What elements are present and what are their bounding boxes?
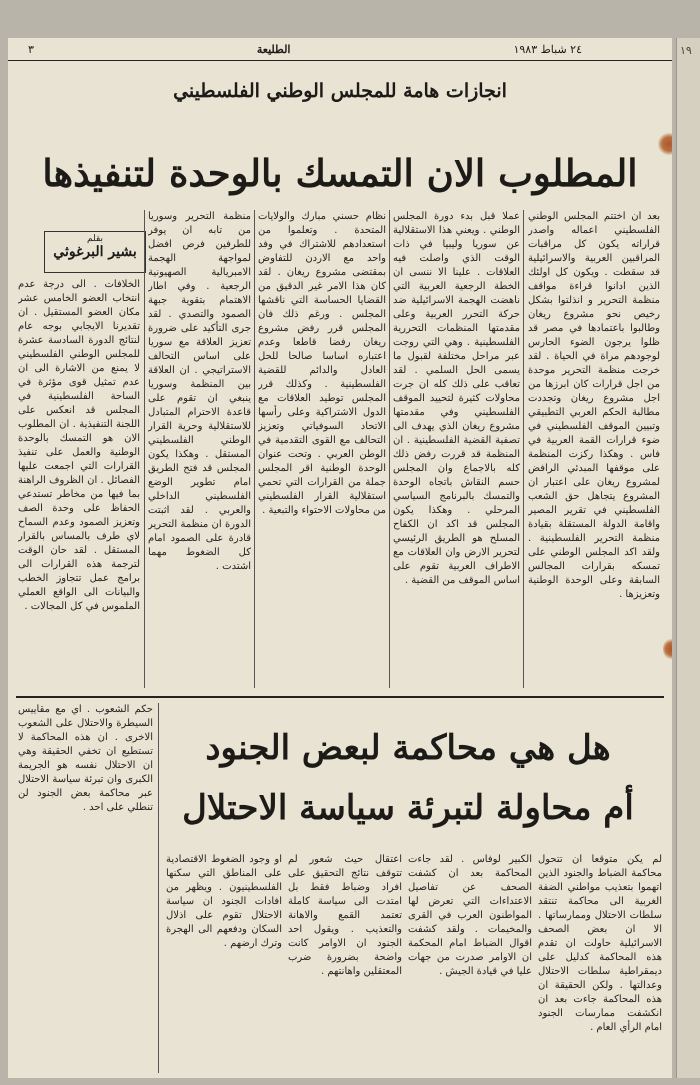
article1-column-4: منظمة التحرير وسوريا من تابه ان يوفر للطرفين فرص افضل لمواجهة الهجمة الامبريالية الصهيونية الرجعية . وفي اطار الاهتمام بتقوية جبهة الصمود والتصدي . لقد جرى التأكيد على ضرورة تعزيز العلاقة مع سوريا على اساس التحالف الاستراتيجي . ان العلاقة بين المنظمة وسوريا ينبغي ان تقوم على قاعدة الاحترام المتبادل للاستقلالية وحرية القرار الوطني الفلسطيني المستقل . وهكذا يكون المجلس قد فتح الطريق امام تطوير الوضع الفلسطيني الداخلي والعربي . لقد اثبتت الدورة ان منظمة التحرير قادرة على الصمود امام كل الضغوط مهما اشتدت . [148, 211, 251, 572]
column-divider [254, 210, 255, 688]
newspaper-page [8, 38, 672, 1078]
column-divider [158, 703, 159, 1073]
article2-column-5: حكم الشعوب . اي مع مقاييس السيطرة والاحتلال على الشعوب الاخرى . ان هذه المحاكمة لا تستطيع ان تخفي الحقيقة وهي ان الاحتلال نفسه هو الجريمة الكبرى وان تبرئة سياسة الاحتلال عبر محاكمة بعض الجنود لن تنطلي على احد . [18, 704, 153, 813]
byline-prefix: بقلم [86, 234, 104, 244]
edge-fragment: ١٩ [680, 44, 692, 57]
article1-headline: المطلوب الان التمسك بالوحدة لتنفيذها [42, 151, 638, 195]
stain-mark [658, 133, 672, 155]
section-divider [16, 696, 664, 698]
page-number: ٣ [28, 42, 34, 56]
column-divider [389, 210, 390, 688]
article1-column-2: عملا قبل بدء دورة المجلس الوطني . ويعني هذا الاستقلالية عن سوريا وليبيا في ذات الوقت الذي واصلت فيه العلاقات . علينا الا ننسى ان الخطة الرجعية العربية التي ناهضت الهجمة الاسرائيلية ضد حركة التحرر العربية وعلى مقدمتها المنظمات التحررية الفلسطينية . وهي التي روجت عبر مراحل مختلفة لقبول ما يسمى الحل السلمي . لقد تعاقب على ذلك كله ان جرت محاولات كثيرة لتحييد الموقف الفلسطيني وفي مقدمتها مشروع ريغان الذي يهدف الى تصفية القضية الفلسطينية . ان المنظمة قد قررت رفض ذلك كله بالاجماع وان المجلس حسم النقاش باتجاه الوحدة والتمسك بالبرنامج السياسي المرحلي . وهكذا يكون المجلس قد اكد ان الكفاح المسلح هو الطريق الرئيسي لتحرير الارض وان العلاقات مع الاطراف العربية تقوم على اساس الموقف من القضية . [393, 211, 520, 586]
stain-mark [663, 638, 672, 660]
byline-name: بشير البرغوثي [53, 244, 137, 260]
article2-headline-line2: أم محاولة لتبرئة سياسة الاحتلال [182, 788, 634, 828]
article1-column-1: بعد ان اختتم المجلس الوطني الفلسطيني اعماله واصدر قراراته يكون كل مراقبات المراقبين العربية والاسرائيلية قد سقطت . ويكون كل اولئك الذين ادانوا قراءة مواقف منظمة التحرير و انذلتوا بشكل رخيص نحو مشروع ريغان وطالبوا باعتمادها في مصر قد ظلوا يرجون الضوء الحارس لوجودهم مراة في الحياة . لقد خرجت منظمة التحرير موحدة من اجل قرارات كان ابرزها من اجل مشروع ريغان وتجددت مطالبة الحكم العربي التطبيقي وتبيين الموقف الفلسطيني في ضوء قرارات القمة العربية في فاس . وهكذا ركزت المنظمة على موقفها المبدئي الرافض لمشروع ريغان على اعتبار ان المشروع يتجاهل حق الشعب الفلسطيني في تقرير المصير واقامة الدولة المستقلة بقيادة منظمة التحرير الفلسطينية . ولقد اكد المجلس الوطني على تمسكه بقرارات المجالس السابقة وعلى الوحدة الوطنية وتعزيزها . [528, 211, 660, 600]
article2-headline-line1: هل هي محاكمة لبعض الجنود [205, 728, 611, 768]
article1-column-5: الخلافات . الى درجة عدم انتخاب العضو الخامس عشر مكان العضو المستقيل . ان تقديرنا الايجابي بوجه عام لنتائج الدورة السادسة عشرة للمجلس الوطني الفلسطيني لا يمنع من الاشارة الى ان عدم تمثيل قوى مؤثرة في الساحة الفلسطينية في المجلس قد انعكس على اللجنة التنفيذية . ان المطلوب الان هو التمسك بالوحدة الوطنية والعمل على تنفيذ القرارات التي اجمعت عليها الفصائل . ان الظروف الراهنة بما فيها من مخاطر تستدعي الحفاظ على وحدة الصف وتعزيز الصمود وعدم السماح لاي طرف بالمساس بالقرار المستقل . لقد حان الوقت لترجمة هذه القرارات الى برامج عمل تتجاوز الخطب والبيانات الى الواقع العملي الملموس في كل المجالات . [18, 279, 140, 612]
article1-column-3: نظام حسني مبارك والولايات المتحدة . وتعلموا من استعدادهم للاشتراك في وفد واحد مع الاردن للتفاوض بمقتضى مشروع ريغان . لقد كان هذا الامر غير الدقيق من القضايا الحساسة التي ناقشها المجلس . ورغم ذلك فان المجلس قرر رفض مشروع ريغان رفضا قاطعا وعدم اعتباره اساسا صالحا للحل العادل والدائم للقضية الفلسطينية . وكذلك قرر المجلس توطيد العلاقات مع الدول الاشتراكية وعلى رأسها الاتحاد السوفياتي وتعزيز التحالف مع القوى التقدمية في الوطن العربي . وتحت عنوان الوحدة الوطنية اقر المجلس جملة من القرارات التي تحمي استقلالية القرار الفلسطيني من محاولات الاحتواء والتبعية . [258, 211, 386, 516]
article1-kicker: انجازات هامة للمجلس الوطني الفلسطيني [173, 80, 507, 102]
article2-column-4: او وجود الضغوط الاقتصادية على المناطق التي سكنها الفلسطينيون . ويظهر من افادات الجنود ان سياسة الاحتلال تقوم على اذلال السكان ودفعهم الى الهجرة وترك ارضهم . [166, 854, 282, 949]
column-divider [144, 210, 145, 688]
adjacent-page-edge [676, 38, 700, 1078]
paper-name: الطليعة [256, 42, 291, 56]
masthead [8, 38, 672, 61]
issue-date: ٢٤ شباط ١٩٨٣ [513, 42, 582, 56]
byline-box [44, 231, 146, 273]
article2-column-3: اعتقال حيث شعور لم تتوقف نتائج التحقيق على افراد وضباط فقط بل امتدت الى سياسة كاملة تعتمد القمع والاهانة والتعذيب . ويقول احد الجنود ان الاوامر كانت واضحة بضرورة ضرب المعتقلين واهانتهم . [288, 854, 402, 977]
column-divider [523, 210, 524, 688]
article2-column-2: الكبير لوفاس . لقد جاءت المحاكمة بعد ان كشفت الصحف عن تفاصيل الاعتداءات التي تعرض لها المواطنون العرب في القرى والمخيمات . ولقد كشفت اقوال الضباط امام المحكمة ان الاوامر صدرت من جهات عليا في قيادة الجيش . [408, 854, 532, 977]
article2-column-1: لم يكن متوقعا ان تتحول محاكمة الضباط والجنود الذين اتهموا بتعذيب مواطني الضفة الغربية الى محاكمة تنتقد سلطات الاحتلال وممارساتها . الا ان بعض الصحف الاسرائيلية حاولت ان تقدم هذه المحاكمة كدليل على ديمقراطية سلطات الاحتلال وعدالتها . ولكن الحقيقة ان هذه المحاكمة جاءت بعد ان انكشفت ممارسات الجنود امام الرأي العام . [538, 854, 662, 1033]
